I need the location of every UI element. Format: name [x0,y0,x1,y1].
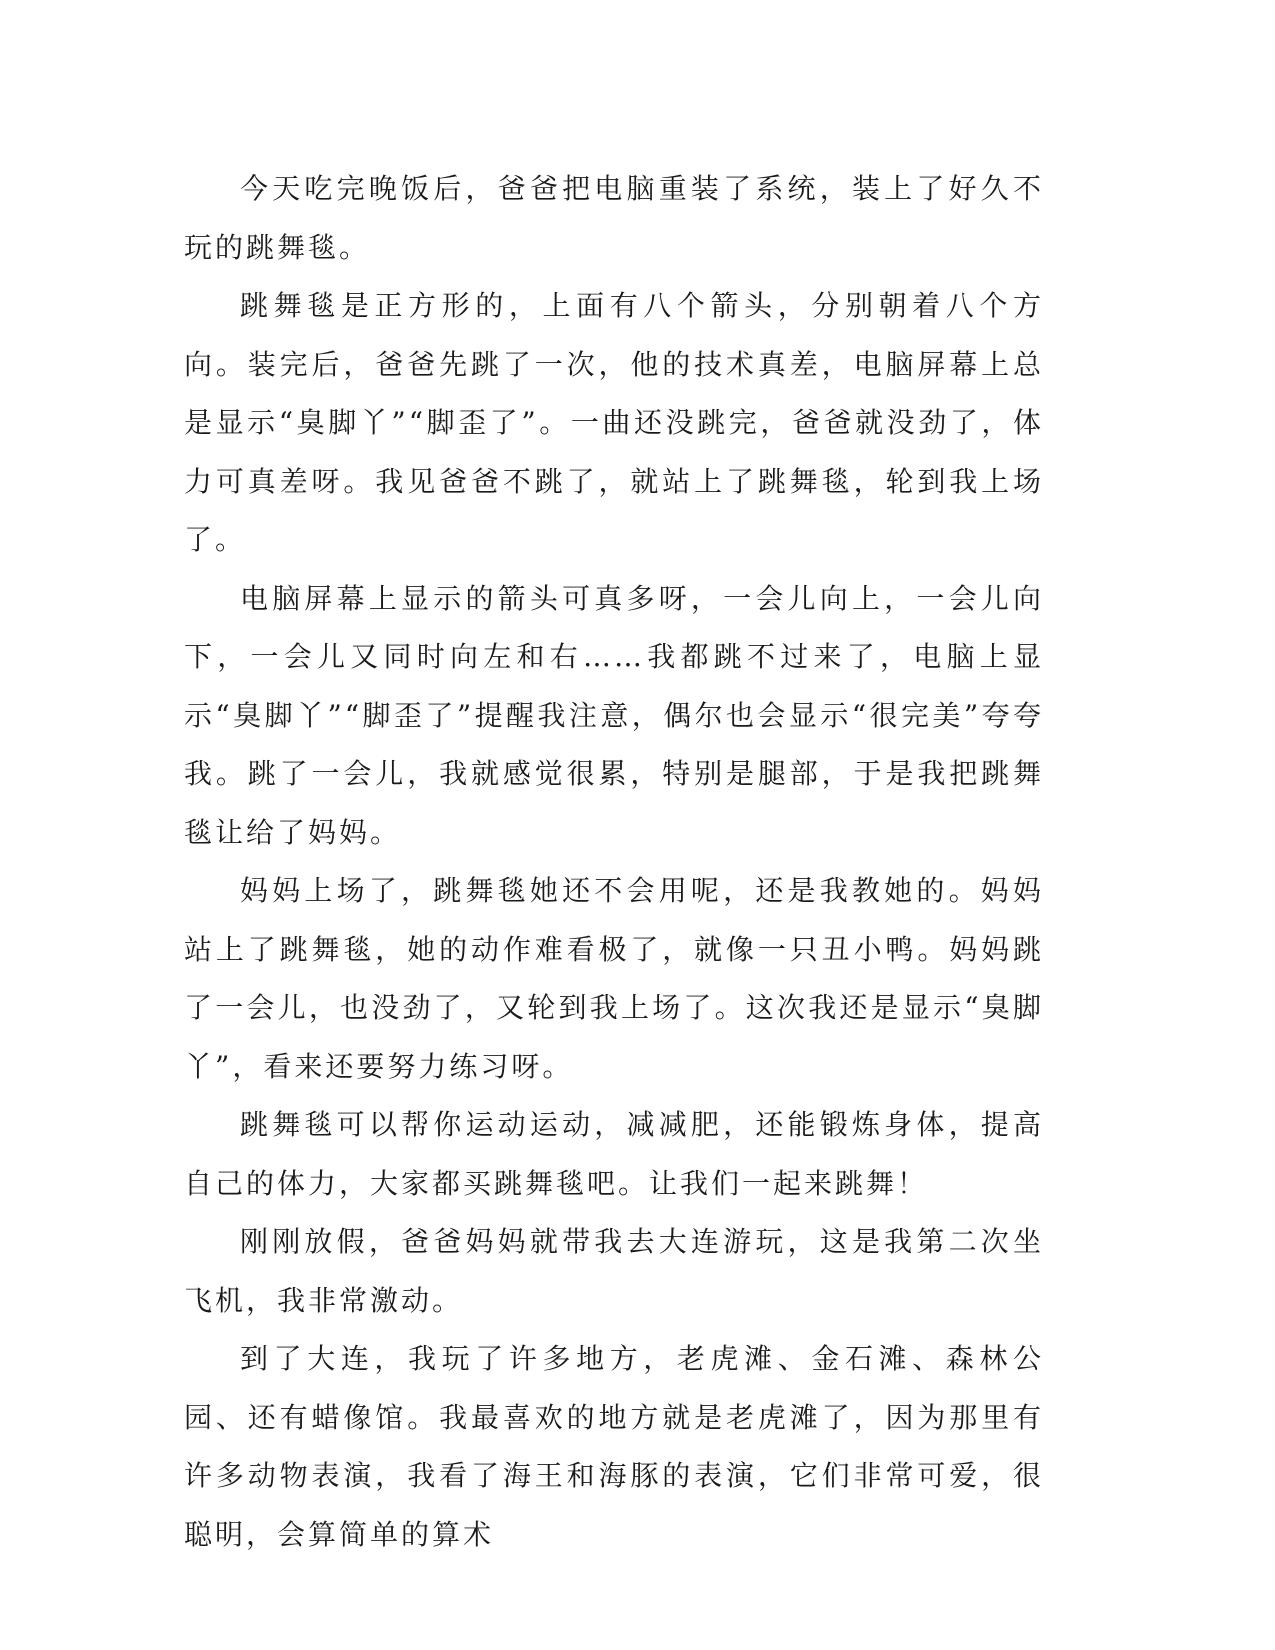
paragraph: 跳舞毯是正方形的，上面有八个箭头，分别朝着八个方向。装完后，爸爸先跳了一次，他的技术真差，电脑屏幕上总是显示“臭脚丫”“脚歪了”。一曲还没跳完，爸爸就没劲了，体力可真差呀。我见爸爸不跳了，就站上了跳舞毯，轮到我上场了。 [184,289,1044,556]
paragraph: 到了大连，我玩了许多地方，老虎滩、金石滩、森林公园、还有蜡像馆。我最喜欢的地方就是老虎滩了，因为那里有许多动物表演，我看了海王和海豚的表演，它们非常可爱，很聪明，会算简单的算术 [184,1342,1044,1551]
paragraph: 刚刚放假，爸爸妈妈就带我去大连游玩，这是我第二次坐飞机，我非常激动。 [184,1225,1044,1317]
paragraph: 电脑屏幕上显示的箭头可真多呀，一会儿向上，一会儿向下，一会儿又同时向左和右……我都跳不过来了，电脑上显示“臭脚丫”“脚歪了”提醒我注意，偶尔也会显示“很完美”夸夸我。跳了一会儿，我就感觉很累，特别是腿部，于是我把跳舞毯让给了妈妈。 [184,581,1044,849]
document-body [184,160,1044,1564]
paragraph: 妈妈上场了，跳舞毯她还不会用呢，还是我教她的。妈妈站上了跳舞毯，她的动作难看极了，就像一只丑小鸭。妈妈跳了一会儿，也没劲了，又轮到我上场了。这次我还是显示“臭脚丫”，看来还要努力练习呀。 [184,874,1044,1083]
paragraph: 跳舞毯可以帮你运动运动，减减肥，还能锻炼身体，提高自己的体力，大家都买跳舞毯吧。让我们一起来跳舞！ [184,1108,1044,1200]
paragraph: 今天吃完晚饭后，爸爸把电脑重装了系统，装上了好久不玩的跳舞毯。 [184,172,1044,264]
